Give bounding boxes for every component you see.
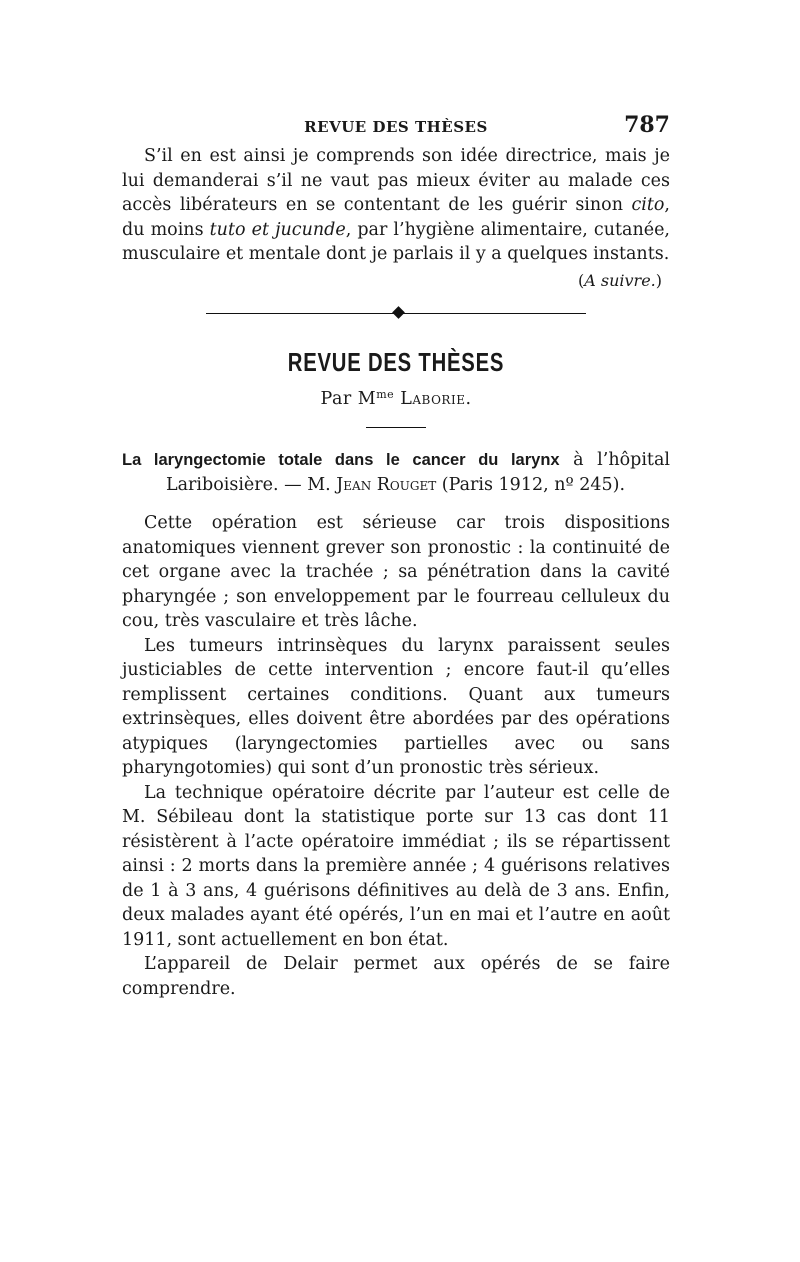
- diamond-ornament-icon: [392, 306, 405, 319]
- intro-paragraph: [122, 144, 670, 267]
- a-suivre-text: A suivre.: [584, 270, 656, 290]
- entry-title: La laryngectomie totale dans le cancer du larynx: [122, 451, 560, 469]
- byline: [122, 388, 670, 409]
- body-paragraph: La technique opératoire décrite par l’auteur est celle de M. Sébileau dont la statistique porte sur 13 cas dont 11 résistèrent à l’acte opératoire immédiat ; ils se répartissent ainsi : 2 morts dans la première année ; 4 guérisons relatives de 1 à 3 ans, 4 guérisons définitives au delà de 3 ans. Enfin, deux malades ayant été opérés, l’un en mai et l’autre en août 1911, sont actuellement en bon état.: [122, 782, 670, 950]
- entry-heading: [122, 448, 670, 497]
- entry-citation: (Paris 1912, nº 245).: [436, 474, 626, 495]
- entry-body: [122, 511, 670, 1001]
- running-head: [122, 110, 670, 144]
- ornamental-separator: [206, 303, 586, 323]
- section-title: REVUE DES THÈSES: [287, 346, 505, 377]
- body-paragraph: L’appareil de Delair permet aux opérés de se faire comprendre.: [122, 954, 670, 999]
- entry-title-rest: à l’hôpital Lariboisière. — M.: [166, 450, 670, 495]
- entry-author: Jean Rouget: [336, 474, 437, 495]
- intro-text-b: , du moins: [122, 195, 670, 240]
- book-page: [122, 110, 670, 1001]
- byline-prefix: Par M: [320, 388, 377, 409]
- a-suivre-note: (A suivre.): [577, 270, 662, 290]
- body-paragraph: Cette opération est sérieuse car trois dispositions anatomiques viennent grever son pronostic : la continuité de cet organe avec la trachée ; sa pénétration dans la cavité pharyngée ; son enveloppement par le fourreau celluleux du cou, très vasculaire et très lâche.: [122, 513, 670, 631]
- page-number: 787: [624, 112, 670, 138]
- intro-text-a: S’il en est ainsi je comprends son idée directrice, mais je lui demanderai s’il ne vaut pas mieux éviter au malade ces accès libérateurs en se contentant de les guérir sinon: [122, 146, 670, 215]
- intro-tuto: tuto et jucunde: [209, 219, 346, 240]
- byline-sup: me: [376, 387, 395, 401]
- body-paragraph: Les tumeurs intrinsèques du larynx paraissent seules justiciables de cette intervention ; encore faut-il qu’elles remplissent certaines conditions. Quant aux tumeurs extrinsèques, elles doivent être abordées par des opérations atypiques (laryngectomies partielles avec ou sans pharyngotomies) qui sont d’un pronostic très sérieux.: [122, 635, 670, 778]
- short-rule-divider: [366, 427, 426, 429]
- running-title: REVUE DES THÈSES: [304, 118, 488, 136]
- byline-name: Laborie.: [400, 388, 472, 409]
- intro-text-c: , par l’hygiène alimentaire, cutanée, musculaire et mentale dont je parlais il y a quelques instants.: [122, 219, 670, 264]
- intro-cito: cito: [631, 195, 665, 215]
